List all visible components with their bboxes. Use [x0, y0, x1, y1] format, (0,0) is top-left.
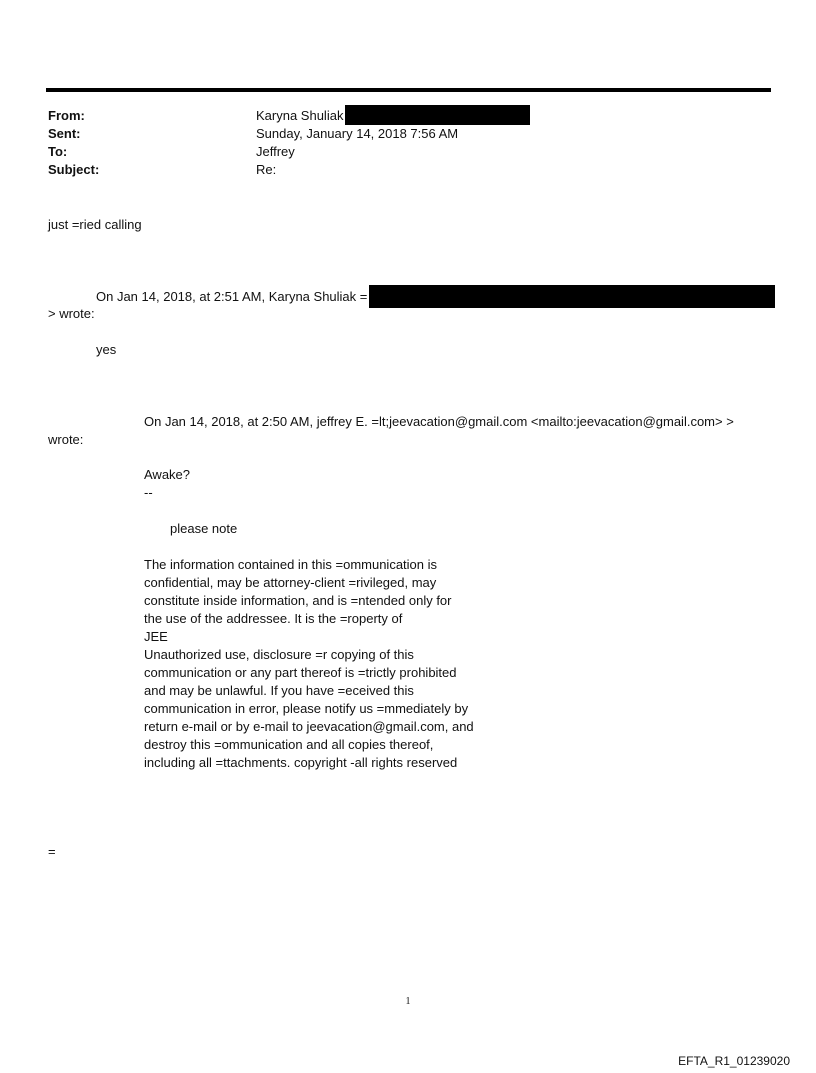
disclaimer-line: the use of the addressee. It is the =roperty of — [144, 611, 403, 626]
from-value: Karyna Shuliak — [256, 108, 344, 123]
disclaimer-line: JEE — [144, 629, 168, 644]
disclaimer-line: constitute inside information, and is =ntended only for — [144, 593, 452, 608]
redaction-box — [369, 285, 775, 308]
disclaimer-line: including all =ttachments. copyright -all rights reserved — [144, 755, 458, 770]
signature-dashes: -- — [144, 485, 153, 500]
disclaimer-line: destroy this =ommunication and all copies thereof, — [144, 737, 434, 752]
disclaimer-line: and may be unlawful. If you have =eceived this — [144, 683, 414, 698]
disclaimer-line: communication in error, please notify us =mmediately by — [144, 701, 469, 716]
disclaimer-line: confidential, may be attorney-client =rivileged, may — [144, 575, 437, 590]
quote2-wrote: wrote: — [48, 432, 84, 447]
sent-value: Sunday, January 14, 2018 7:56 AM — [256, 126, 459, 141]
bates-number: EFTA_R1_01239020 — [678, 1054, 790, 1068]
to-label: To: — [48, 144, 68, 159]
quote1-text: yes — [96, 342, 117, 357]
disclaimer-line: communication or any part thereof is =trictly prohibited — [144, 665, 457, 680]
trailing-char: = — [48, 844, 56, 859]
disclaimer-line: Unauthorized use, disclosure =r copying of this — [144, 647, 414, 662]
quote2-header: On Jan 14, 2018, at 2:50 AM, jeffrey E. =lt;jeevacation@gmail.com <mailto:jeevacation@gmail.com> > — [144, 414, 734, 429]
awake-text: Awake? — [144, 467, 191, 482]
subject-label: Subject: — [48, 162, 100, 177]
quote1-wrote: > wrote: — [48, 306, 95, 321]
reply-text: just =ried calling — [48, 217, 142, 232]
disclaimer-paragraph — [144, 556, 504, 772]
disclaimer-line: return e-mail or by e-mail to jeevacation@gmail.com, and — [144, 719, 474, 734]
subject-value: Re: — [256, 162, 277, 177]
page-number: 1 — [405, 996, 411, 1007]
from-label: From: — [48, 108, 85, 123]
sent-label: Sent: — [48, 126, 81, 141]
to-value: Jeffrey — [256, 144, 295, 159]
redaction-box — [345, 105, 530, 125]
disclaimer-line: The information contained in this =ommunication is — [144, 557, 438, 572]
header-rule — [46, 88, 771, 92]
quote1-header: On Jan 14, 2018, at 2:51 AM, Karyna Shuliak = — [96, 289, 368, 304]
please-note-text: please note — [170, 521, 238, 536]
